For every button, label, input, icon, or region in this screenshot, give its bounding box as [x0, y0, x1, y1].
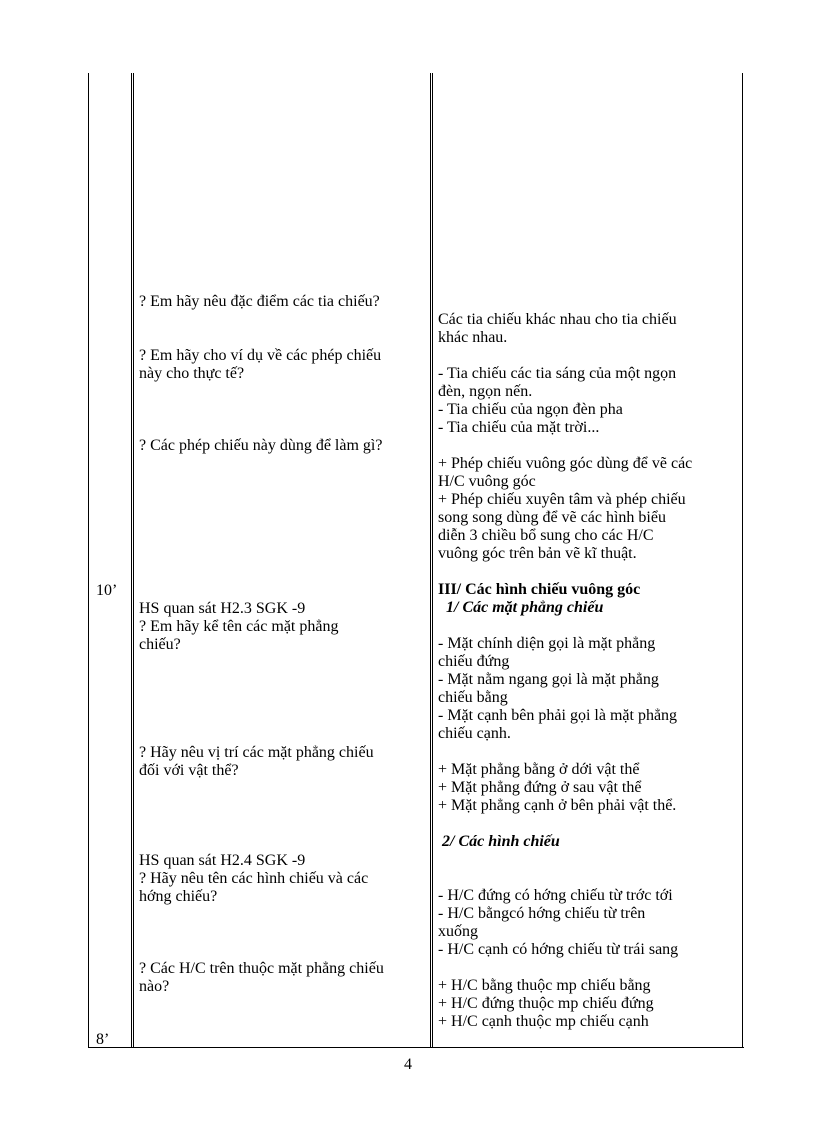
answer-line: - Tia chiếu các tia sáng của một ngọn: [438, 365, 677, 382]
answer-line: vuông góc trên bản vẽ kĩ thuật.: [438, 545, 637, 562]
question-line: đối với vật thể?: [139, 762, 239, 779]
answer-line: - Mặt cạnh bên phải gọi là mặt phẳng: [438, 707, 678, 724]
answer-line: khác nhau.: [438, 329, 508, 346]
column-divider-time: [131, 73, 132, 1048]
answer-line: - H/C đứng có hớng chiếu từ trớc tới: [438, 887, 673, 904]
answer-line: + H/C bằng thuộc mp chiếu bằng: [438, 977, 651, 994]
answer-line: - Tia chiếu của ngọn đèn pha: [438, 401, 623, 418]
question-line: nào?: [139, 978, 170, 995]
answer-line: - H/C cạnh có hớng chiếu từ trái sang: [438, 941, 679, 958]
column-divider-answer-inner: [432, 73, 433, 1048]
question-line: này cho thực tế?: [139, 365, 245, 382]
column-divider-answer: [430, 73, 431, 1048]
answer-line: + Phép chiếu xuyên tâm và phép chiếu: [438, 491, 686, 508]
answer-line: - H/C bằngcó hớng chiếu từ trên: [438, 905, 646, 922]
answer-line: + Mặt phẳng cạnh ở bên phải vật thể.: [438, 797, 677, 814]
answer-line: - Mặt nằm ngang gọi là mặt phẳng: [438, 671, 659, 688]
answer-line: chiếu cạnh.: [438, 725, 511, 742]
column-divider-time-inner: [133, 73, 134, 1048]
answer-line: - Mặt chính diện gọi là mặt phẳng: [438, 635, 656, 652]
table-left-border: [88, 73, 89, 1048]
time-label: 10’: [96, 582, 118, 599]
question-line: ? Em hãy cho ví dụ về các phép chiếu: [139, 347, 382, 364]
answer-line: + Mặt phẳng bằng ở dới vật thể: [438, 761, 640, 778]
answer-line: + Mặt phẳng đứng ở sau vật thể: [438, 779, 642, 796]
time-label: 8’: [96, 1031, 110, 1048]
question-line: HS quan sát H2.4 SGK -9: [139, 852, 306, 869]
question-line: hớng chiếu?: [139, 888, 218, 905]
table-right-border: [742, 73, 743, 1048]
answer-line: + H/C cạnh thuộc mp chiếu cạnh: [438, 1013, 649, 1030]
table-bottom-border: [88, 1047, 744, 1048]
answer-line: chiếu bằng: [438, 689, 508, 706]
answer-line: song song dùng để vẽ các hình biểu: [438, 509, 666, 526]
answer-line: + Phép chiếu vuông góc dùng để vẽ các: [438, 455, 693, 472]
answer-line: Các tia chiếu khác nhau cho tia chiếu: [438, 311, 677, 328]
answer-line: đèn, ngọn nến.: [438, 383, 533, 400]
page-number: 4: [404, 1056, 412, 1073]
question-line: chiếu?: [139, 636, 181, 653]
answer-line: diễn 3 chiều bổ sung cho các H/C: [438, 527, 654, 544]
question-line: ? Hãy nêu tên các hình chiếu và các: [139, 870, 369, 887]
question-line: ? Các H/C trên thuộc mặt phẳng chiếu: [139, 960, 384, 977]
answer-line: + H/C đứng thuộc mp chiếu đứng: [438, 995, 654, 1012]
question-line: ? Em hãy kể tên các mặt phẳng: [139, 618, 339, 635]
question-line: HS quan sát H2.3 SGK -9: [139, 600, 306, 617]
question-line: ? Em hãy nêu đặc điểm các tia chiếu?: [139, 293, 380, 310]
subsection-heading: 2/ Các hình chiếu: [442, 833, 560, 850]
answer-line: H/C vuông góc: [438, 473, 536, 490]
answer-line: xuống: [438, 923, 478, 940]
answer-line: - Tia chiếu của mặt trời...: [438, 419, 600, 436]
question-line: ? Hãy nêu vị trí các mặt phẳng chiếu: [139, 744, 374, 761]
question-line: ? Các phép chiếu này dùng để làm gì?: [139, 437, 383, 454]
answer-line: chiếu đứng: [438, 653, 510, 670]
subsection-heading: 1/ Các mặt phẳng chiếu: [446, 599, 604, 616]
section-heading: III/ Các hình chiếu vuông góc: [438, 581, 641, 598]
